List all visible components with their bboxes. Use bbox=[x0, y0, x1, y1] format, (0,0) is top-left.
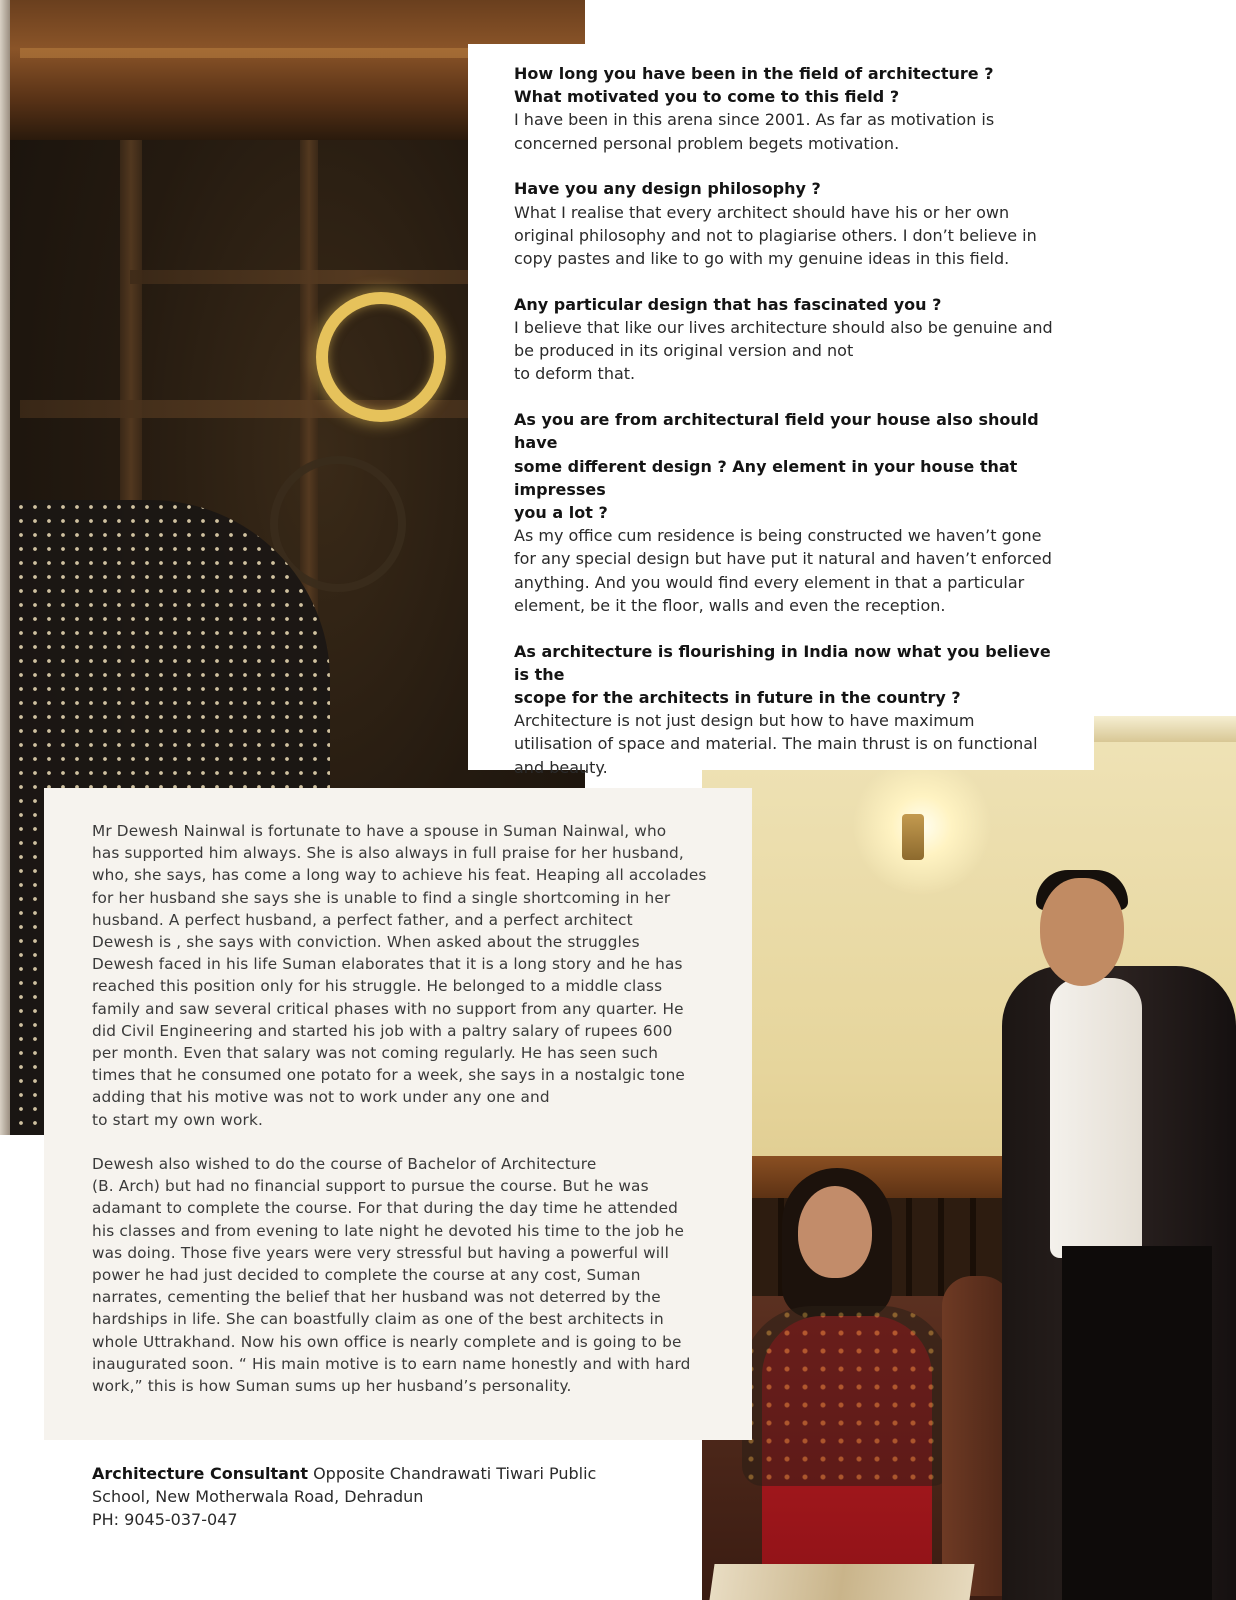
man-face bbox=[1040, 878, 1124, 986]
interview-qa-box bbox=[468, 44, 1094, 777]
page-edge bbox=[0, 0, 10, 1135]
man-trousers bbox=[1062, 1246, 1212, 1600]
contact-label: Architecture Consultant bbox=[92, 1464, 308, 1483]
story-paragraph: Mr Dewesh Nainwal is fortunate to have a spouse in Suman Nainwal, who has supported him always. She is also always in full praise for her husband, who, she says, has come a long way to achieve his feat. Heaping all accolades for her husband she says she is unable to find a single shortcoming in her husband. A perfect husband, a perfect father, and a perfect architect Dewesh is , she says with conviction. When asked about the struggles Dewesh faced in his life Suman elaborates that it is a long story and he has reached this position only for his struggle. He belonged to a middle class family and saw several critical phases with no support from any quarter. He did Civil Engineering and started his job with a paltry salary of rupees 600 per month. Even that salary was not coming regularly. He has seen such times that he consumed one potato for a week, she says in a nostalgic tone adding that his motive was not to work under any one and to start my own work. bbox=[92, 822, 707, 1129]
qa-question: How long you have been in the field of architecture ? What motivated you to come to this field ? bbox=[514, 64, 994, 107]
qa-item bbox=[514, 408, 1062, 617]
story-text bbox=[92, 820, 718, 1419]
qa-item bbox=[514, 640, 1062, 779]
woman-face bbox=[798, 1186, 872, 1278]
qa-item bbox=[514, 62, 1062, 155]
qa-answer: As my office cum residence is being constructed we haven’t gone for any special design but have put it natural and haven’t enforced anything. And you would find every element in that a particular element, be it the floor, walls and even the reception. bbox=[514, 526, 1052, 615]
woman-shawl bbox=[742, 1306, 952, 1486]
qa-answer: I believe that like our lives architecture should also be genuine and be produced in its original version and not to deform that. bbox=[514, 318, 1053, 384]
man-white-shirt bbox=[1050, 978, 1142, 1258]
qa-list bbox=[514, 62, 1062, 801]
magazines-on-table bbox=[709, 1564, 974, 1600]
story-box bbox=[44, 788, 752, 1440]
contact-block bbox=[92, 1462, 652, 1531]
contact-line bbox=[92, 1462, 652, 1485]
qa-answer: Architecture is not just design but how to have maximum utilisation of space and material. The main thrust is on functional and beauty. bbox=[514, 711, 1038, 777]
qa-answer: I have been in this arena since 2001. As far as motivation is concerned personal problem begets motivation. bbox=[514, 110, 995, 153]
contact-phone: PH: 9045-037-047 bbox=[92, 1510, 238, 1529]
ceiling-cornice bbox=[1072, 716, 1236, 742]
contact-address: School, New Motherwala Road, Dehradun bbox=[92, 1487, 424, 1506]
qa-question: As architecture is flourishing in India now what you believe is the scope for the architects in future in the country ? bbox=[514, 641, 1051, 708]
qa-question: Have you any design philosophy ? bbox=[514, 179, 821, 199]
qa-item bbox=[514, 177, 1062, 270]
story-paragraph: Dewesh also wished to do the course of Bachelor of Architecture (B. Arch) but had no financial support to pursue the course. But he was adamant to complete the course. For that during the day time he attended his classes and from evening to late night he devoted his time to the job he was doing. Those five years were very stressful but having a powerful will power he had just decided to complete the course at any cost, Suman narrates, cementing the belief that her husband was not deterred by the hardships in life. She can boastfully claim as one of the best architects in whole Uttrakhand. Now his own office is nearly complete and is going to be inaugurated soon. “ His main motive is to earn name honestly and with hard work,” this is how Suman sums up her husband’s personality. bbox=[92, 1155, 691, 1396]
qa-item bbox=[514, 293, 1062, 386]
couple-photo bbox=[702, 716, 1236, 1600]
wall-lamp bbox=[902, 814, 924, 860]
qa-answer: What I realise that every architect should have his or her own original philosophy and not to plagiarise others. I don’t believe in copy pastes and like to go with my genuine ideas in this field. bbox=[514, 202, 1037, 269]
brass-ring-decor bbox=[316, 292, 446, 422]
qa-question: As you are from architectural field your house also should have some different design ? Any element in your house that impresses you a lot ? bbox=[514, 410, 1039, 523]
qa-question: Any particular design that has fascinated you ? bbox=[514, 294, 942, 314]
contact-address: Opposite Chandrawati Tiwari Public bbox=[313, 1464, 597, 1483]
